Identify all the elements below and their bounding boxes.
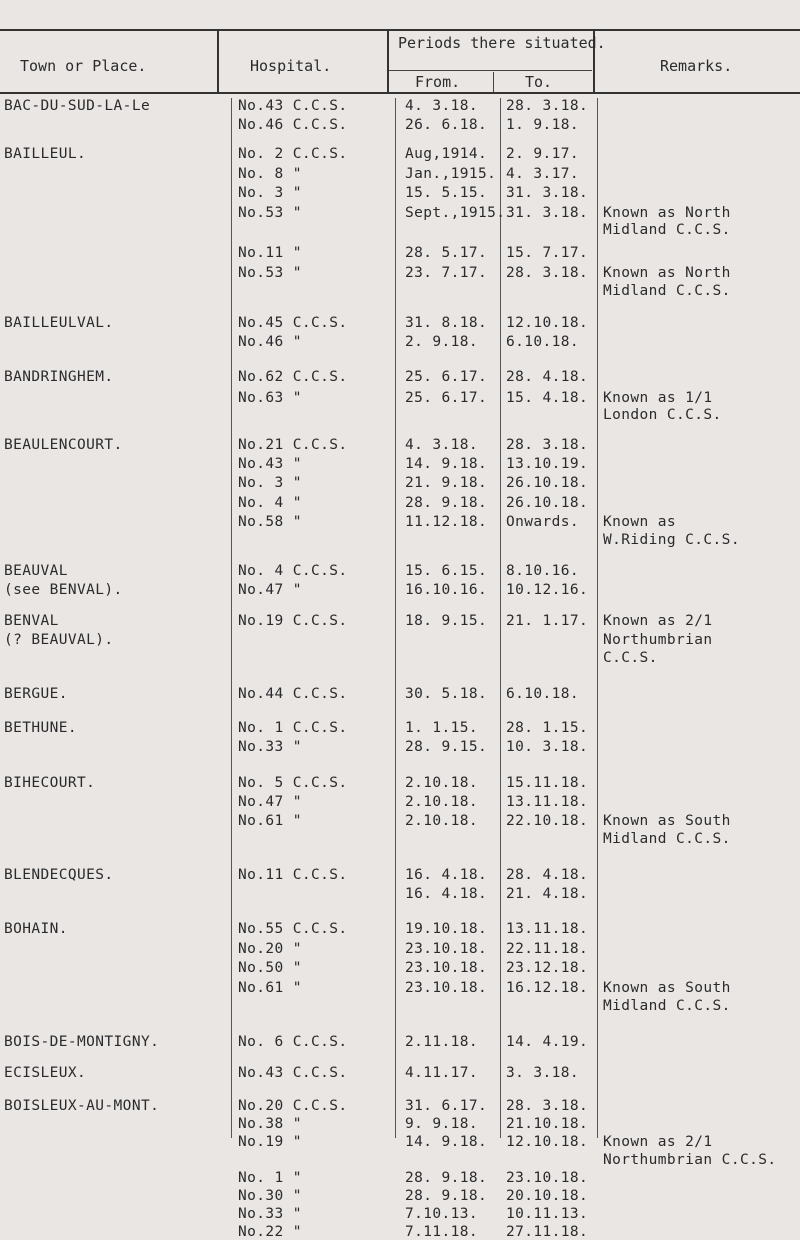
cell-to: 22.11.18. <box>506 941 589 957</box>
cell-to: 28. 3.18. <box>506 1098 589 1114</box>
cell-hospital: No.11 C.C.S. <box>238 867 348 883</box>
cell-remarks: Northumbrian C.C.S. <box>603 1152 777 1168</box>
cell-hospital: No.47 " <box>238 582 302 598</box>
cell-hospital: No.45 C.C.S. <box>238 315 348 331</box>
cell-remarks: Known as North <box>603 265 731 281</box>
cell-to: 13.10.19. <box>506 456 589 472</box>
cell-to: 21. 4.18. <box>506 886 589 902</box>
cell-from: 28. 9.18. <box>405 1188 488 1204</box>
cell-from: 16. 4.18. <box>405 867 488 883</box>
cell-to: 8.10.16. <box>506 563 580 579</box>
cell-town: BANDRINGHEM. <box>4 369 114 385</box>
cell-hospital: No. 2 C.C.S. <box>238 146 348 162</box>
cell-hospital: No.46 " <box>238 334 302 350</box>
cell-remarks: C.C.S. <box>603 650 658 666</box>
header-hospital: Hospital. <box>250 57 332 75</box>
cell-from: 21. 9.18. <box>405 475 488 491</box>
cell-to: 23.10.18. <box>506 1170 589 1186</box>
cell-from: 1. 1.15. <box>405 720 479 736</box>
cell-from: 30. 5.18. <box>405 686 488 702</box>
header-divider <box>387 30 389 92</box>
cell-town: BIHECOURT. <box>4 775 96 791</box>
cell-to: 31. 3.18. <box>506 185 589 201</box>
cell-remarks: Northumbrian <box>603 632 713 648</box>
cell-hospital: No.19 " <box>238 1134 302 1150</box>
cell-town: BEAULENCOURT. <box>4 437 123 453</box>
cell-hospital: No.38 " <box>238 1116 302 1132</box>
cell-to: 26.10.18. <box>506 475 589 491</box>
cell-from: 15. 6.15. <box>405 563 488 579</box>
column-rule <box>500 98 501 1138</box>
table-top-rule <box>0 29 800 31</box>
cell-remarks: Known as 1/1 <box>603 390 713 406</box>
cell-from: 16. 4.18. <box>405 886 488 902</box>
cell-to: 12.10.18. <box>506 315 589 331</box>
cell-remarks: Midland C.C.S. <box>603 998 731 1014</box>
cell-from: 2.10.18. <box>405 794 479 810</box>
cell-from: 2.10.18. <box>405 813 479 829</box>
cell-town: (see BENVAL). <box>4 582 123 598</box>
cell-from: 23.10.18. <box>405 980 488 996</box>
cell-hospital: No. 4 C.C.S. <box>238 563 348 579</box>
cell-town: BEAUVAL <box>4 563 68 579</box>
cell-to: 28. 3.18. <box>506 437 589 453</box>
cell-from: 4.11.17. <box>405 1065 479 1081</box>
cell-to: 4. 3.17. <box>506 166 580 182</box>
cell-to: 21. 1.17. <box>506 613 589 629</box>
cell-to: 16.12.18. <box>506 980 589 996</box>
cell-town: BAC-DU-SUD-LA-Le <box>4 98 151 114</box>
cell-to: 15.11.18. <box>506 775 589 791</box>
cell-to: 10.12.16. <box>506 582 589 598</box>
cell-from: 25. 6.17. <box>405 369 488 385</box>
cell-to: 2. 9.17. <box>506 146 580 162</box>
cell-to: 28. 3.18. <box>506 98 589 114</box>
cell-remarks: W.Riding C.C.S. <box>603 532 740 548</box>
cell-to: 28. 3.18. <box>506 265 589 281</box>
cell-from: 2.11.18. <box>405 1034 479 1050</box>
cell-to: 13.11.18. <box>506 921 589 937</box>
cell-town: BLENDECQUES. <box>4 867 114 883</box>
cell-hospital: No. 3 " <box>238 475 302 491</box>
cell-to: 20.10.18. <box>506 1188 589 1204</box>
cell-from: Aug,1914. <box>405 146 488 162</box>
cell-remarks: Midland C.C.S. <box>603 831 731 847</box>
cell-from: 11.12.18. <box>405 514 488 530</box>
cell-from: 2.10.18. <box>405 775 479 791</box>
cell-hospital: No. 1 " <box>238 1170 302 1186</box>
cell-remarks: Known as South <box>603 980 731 996</box>
cell-hospital: No. 3 " <box>238 185 302 201</box>
cell-to: 1. 9.18. <box>506 117 580 133</box>
cell-town: BOIS-DE-MONTIGNY. <box>4 1034 160 1050</box>
cell-from: 31. 6.17. <box>405 1098 488 1114</box>
cell-hospital: No.62 C.C.S. <box>238 369 348 385</box>
cell-to: 15. 4.18. <box>506 390 589 406</box>
cell-to: 26.10.18. <box>506 495 589 511</box>
cell-hospital: No.43 C.C.S. <box>238 98 348 114</box>
column-rule <box>231 98 232 1138</box>
cell-hospital: No.43 C.C.S. <box>238 1065 348 1081</box>
header-from: From. <box>415 73 461 91</box>
cell-to: 6.10.18. <box>506 334 580 350</box>
cell-to: 13.11.18. <box>506 794 589 810</box>
cell-hospital: No.63 " <box>238 390 302 406</box>
cell-hospital: No.61 " <box>238 813 302 829</box>
cell-hospital: No.20 " <box>238 941 302 957</box>
cell-to: 10.11.13. <box>506 1206 589 1222</box>
cell-hospital: No.21 C.C.S. <box>238 437 348 453</box>
cell-to: Onwards. <box>506 514 580 530</box>
cell-remarks: Midland C.C.S. <box>603 283 731 299</box>
cell-to: 12.10.18. <box>506 1134 589 1150</box>
cell-town: ECISLEUX. <box>4 1065 87 1081</box>
cell-from: 18. 9.15. <box>405 613 488 629</box>
cell-to: 28. 4.18. <box>506 867 589 883</box>
cell-from: 16.10.16. <box>405 582 488 598</box>
cell-from: Jan.,1915. <box>405 166 497 182</box>
cell-to: 31. 3.18. <box>506 205 589 221</box>
cell-hospital: No. 8 " <box>238 166 302 182</box>
header-divider <box>389 70 592 71</box>
cell-from: 23.10.18. <box>405 960 488 976</box>
cell-hospital: No. 1 C.C.S. <box>238 720 348 736</box>
cell-from: 31. 8.18. <box>405 315 488 331</box>
cell-from: 23. 7.17. <box>405 265 488 281</box>
column-rule <box>597 98 598 1138</box>
cell-hospital: No.58 " <box>238 514 302 530</box>
cell-hospital: No.53 " <box>238 205 302 221</box>
cell-to: 22.10.18. <box>506 813 589 829</box>
cell-town: BENVAL <box>4 613 59 629</box>
cell-to: 14. 4.19. <box>506 1034 589 1050</box>
cell-town: BAILLEUL. <box>4 146 87 162</box>
cell-from: 28. 9.18. <box>405 495 488 511</box>
cell-from: 4. 3.18. <box>405 98 479 114</box>
cell-hospital: No.53 " <box>238 265 302 281</box>
cell-from: 28. 5.17. <box>405 245 488 261</box>
cell-remarks: Known as North <box>603 205 731 221</box>
cell-hospital: No.55 C.C.S. <box>238 921 348 937</box>
cell-town: BOISLEUX-AU-MONT. <box>4 1098 160 1114</box>
cell-from: 9. 9.18. <box>405 1116 479 1132</box>
header-town: Town or Place. <box>20 57 147 75</box>
cell-to: 28. 4.18. <box>506 369 589 385</box>
cell-to: 3. 3.18. <box>506 1065 580 1081</box>
cell-from: 14. 9.18. <box>405 1134 488 1150</box>
cell-from: 28. 9.18. <box>405 1170 488 1186</box>
cell-from: 23.10.18. <box>405 941 488 957</box>
header-divider <box>493 72 494 92</box>
cell-hospital: No.43 " <box>238 456 302 472</box>
cell-hospital: No.61 " <box>238 980 302 996</box>
cell-from: 7.11.18. <box>405 1224 479 1240</box>
cell-from: 7.10.13. <box>405 1206 479 1222</box>
cell-from: 26. 6.18. <box>405 117 488 133</box>
cell-remarks: Known as <box>603 514 677 530</box>
cell-hospital: No.22 " <box>238 1224 302 1240</box>
cell-remarks: Midland C.C.S. <box>603 222 731 238</box>
cell-hospital: No.19 C.C.S. <box>238 613 348 629</box>
cell-remarks: Known as 2/1 <box>603 613 713 629</box>
cell-remarks: Known as 2/1 <box>603 1134 713 1150</box>
cell-from: 4. 3.18. <box>405 437 479 453</box>
cell-town: BETHUNE. <box>4 720 78 736</box>
cell-hospital: No. 5 C.C.S. <box>238 775 348 791</box>
cell-town: (? BEAUVAL). <box>4 632 114 648</box>
column-rule <box>395 98 396 1138</box>
cell-hospital: No.20 C.C.S. <box>238 1098 348 1114</box>
cell-town: BOHAIN. <box>4 921 68 937</box>
cell-hospital: No.30 " <box>238 1188 302 1204</box>
cell-to: 15. 7.17. <box>506 245 589 261</box>
header-bottom-rule <box>0 92 800 94</box>
cell-hospital: No.44 C.C.S. <box>238 686 348 702</box>
cell-remarks: London C.C.S. <box>603 407 722 423</box>
cell-hospital: No. 4 " <box>238 495 302 511</box>
cell-to: 21.10.18. <box>506 1116 589 1132</box>
cell-hospital: No.33 " <box>238 1206 302 1222</box>
cell-from: 25. 6.17. <box>405 390 488 406</box>
cell-to: 6.10.18. <box>506 686 580 702</box>
cell-to: 27.11.18. <box>506 1224 589 1240</box>
header-periods: Periods there situated. <box>398 34 606 52</box>
cell-from: 14. 9.18. <box>405 456 488 472</box>
cell-from: 15. 5.15. <box>405 185 488 201</box>
cell-to: 10. 3.18. <box>506 739 589 755</box>
cell-town: BAILLEULVAL. <box>4 315 114 331</box>
cell-to: 23.12.18. <box>506 960 589 976</box>
cell-hospital: No.46 C.C.S. <box>238 117 348 133</box>
cell-from: 28. 9.15. <box>405 739 488 755</box>
cell-hospital: No.33 " <box>238 739 302 755</box>
header-remarks: Remarks. <box>660 57 733 75</box>
cell-remarks: Known as South <box>603 813 731 829</box>
cell-to: 28. 1.15. <box>506 720 589 736</box>
cell-town: BERGUE. <box>4 686 68 702</box>
header-to: To. <box>525 73 553 91</box>
cell-from: 19.10.18. <box>405 921 488 937</box>
cell-hospital: No.11 " <box>238 245 302 261</box>
cell-hospital: No. 6 C.C.S. <box>238 1034 348 1050</box>
cell-from: 2. 9.18. <box>405 334 479 350</box>
cell-hospital: No.50 " <box>238 960 302 976</box>
cell-from: Sept.,1915. <box>405 205 506 221</box>
header-divider <box>217 30 219 92</box>
cell-hospital: No.47 " <box>238 794 302 810</box>
